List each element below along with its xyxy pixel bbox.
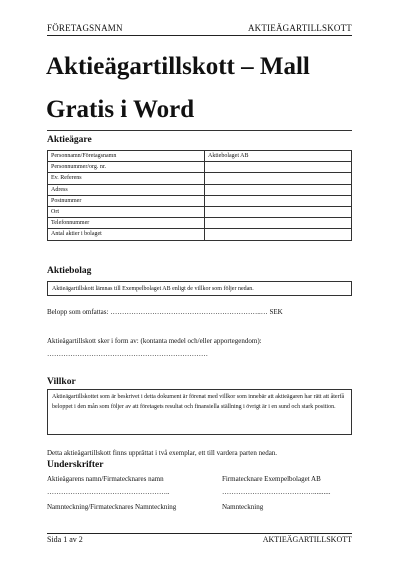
right-name-label: Firmatecknare Exempelbolaget AB bbox=[222, 475, 321, 483]
row-label: Personnummer/org. nr. bbox=[48, 162, 205, 173]
copies-text: Detta aktieägartillskott finns upprättat i två exemplar, ett till vardera parten nedan. bbox=[47, 449, 278, 457]
right-sign-label: Namnteckning bbox=[222, 503, 264, 511]
belopp-line[interactable]: Belopp som omfattas: ………………………………………………………..… SEK bbox=[47, 308, 283, 316]
document-title bbox=[46, 45, 360, 131]
section-heading-aktiebolag: Aktiebolag bbox=[47, 266, 92, 276]
form-dotted-line[interactable]: …………………………………………………………… bbox=[47, 350, 208, 358]
left-sign-label: Namnteckning/Firmatecknares Namnteckning bbox=[47, 503, 177, 511]
table-row bbox=[48, 184, 352, 195]
row-label: Adress bbox=[48, 184, 205, 195]
aktiebolag-text: Aktieägartillskott lämnas till Exempelbolaget AB enligt de villkor som följer nedan. bbox=[52, 286, 254, 292]
row-label: Antal aktier i bolaget bbox=[48, 229, 205, 240]
left-name-label: Aktieägarens namn/Firmatecknares namn bbox=[47, 475, 164, 483]
row-label: Ort bbox=[48, 206, 205, 217]
section-heading-villkor: Villkor bbox=[47, 377, 76, 387]
row-label: Personnamn/Företagsnamn bbox=[48, 151, 205, 162]
row-value[interactable] bbox=[205, 195, 352, 206]
footer-document-type: AKTIEÄGARTILLSKOTT bbox=[262, 535, 352, 544]
left-signature-dots[interactable]: …………………………………………….. bbox=[47, 488, 170, 496]
title-line-1: Aktieägartillskott – Mall bbox=[46, 53, 310, 80]
table-row bbox=[48, 151, 352, 162]
table-row bbox=[48, 206, 352, 217]
row-value[interactable] bbox=[205, 229, 352, 240]
row-label: Telefonnummer bbox=[48, 218, 205, 229]
aktiebolag-box bbox=[47, 281, 352, 296]
section-heading-underskrifter: Underskrifter bbox=[47, 460, 104, 470]
row-label: Ev. Referens bbox=[48, 173, 205, 184]
table-row bbox=[48, 162, 352, 173]
shareholder-table bbox=[47, 150, 352, 241]
title-line-2: Gratis i Word bbox=[46, 96, 195, 123]
form-line: Aktieägartillskott sker i form av: (kontanta medel och/eller apportegendom): bbox=[47, 337, 262, 345]
row-value[interactable] bbox=[205, 218, 352, 229]
villkor-box bbox=[47, 389, 352, 435]
row-value[interactable]: Aktiebolaget AB bbox=[205, 151, 352, 162]
row-value[interactable] bbox=[205, 184, 352, 195]
page-header bbox=[47, 23, 352, 36]
table-row bbox=[48, 218, 352, 229]
row-value[interactable] bbox=[205, 162, 352, 173]
footer-page-number: Sida 1 av 2 bbox=[47, 535, 83, 544]
header-document-type: AKTIEÄGARTILLSKOTT bbox=[247, 23, 352, 33]
section-heading-aktieagare: Aktieägare bbox=[47, 135, 92, 145]
table-row bbox=[48, 195, 352, 206]
table-row bbox=[48, 173, 352, 184]
table-row bbox=[48, 229, 352, 240]
header-company-name: FÖRETAGSNAMN bbox=[47, 23, 123, 33]
page-footer bbox=[47, 533, 352, 544]
villkor-text: Aktieägartillskottet som är beskrivet i detta dokument är förenat med villkor som innebär att aktieägaren har rätt att återfå beloppet i den mån som följer av att företagets resultat och finansiella ställning i övrigt är i en sund och stark position. bbox=[52, 394, 345, 410]
row-value[interactable] bbox=[205, 206, 352, 217]
right-signature-dots[interactable]: ………………………………….......... bbox=[222, 488, 331, 496]
row-value[interactable] bbox=[205, 173, 352, 184]
row-label: Postnummer bbox=[48, 195, 205, 206]
title-divider bbox=[47, 130, 352, 131]
